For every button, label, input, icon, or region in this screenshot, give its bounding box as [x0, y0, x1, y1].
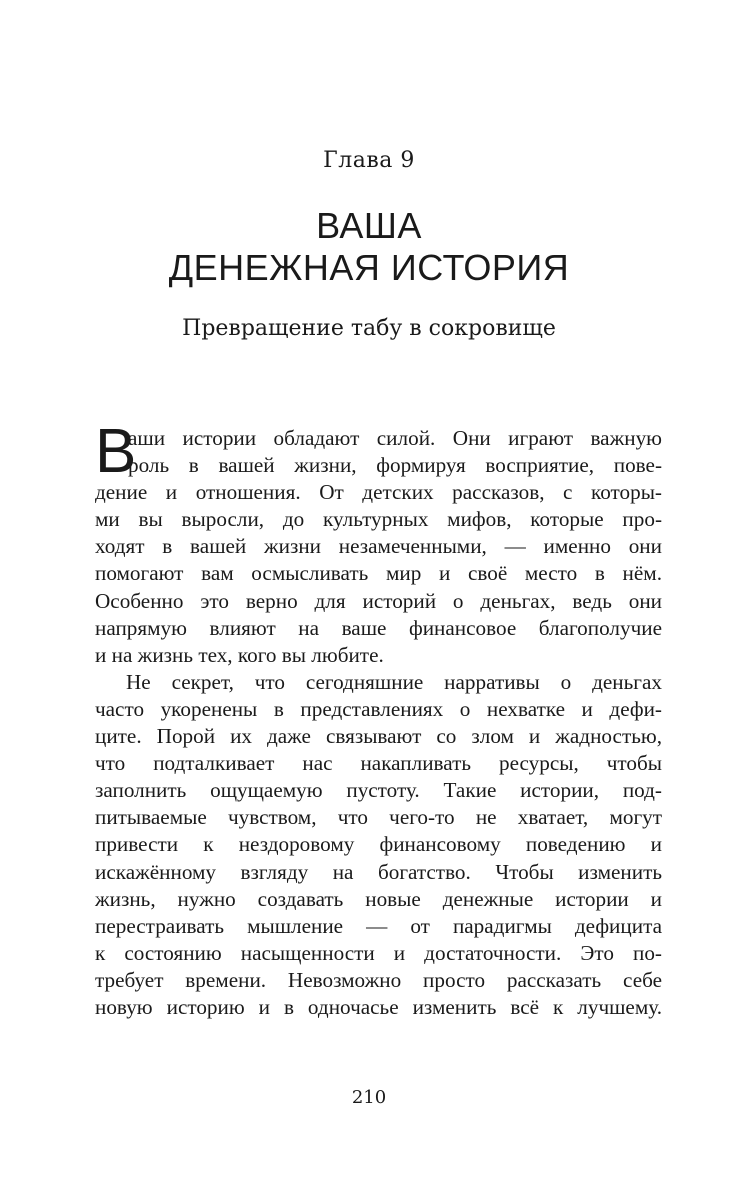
paragraph-line: Не секрет, что сегодняшние нарративы о деньгах — [126, 669, 662, 694]
paragraph-line: часто укоренены в представлениях о нехватке и дефи- — [95, 696, 662, 721]
chapter-title-line-2: ДЕНЕЖНАЯ ИСТОРИЯ — [168, 247, 570, 288]
paragraph-line: Особенно это верно для историй о деньгах, ведь они — [95, 588, 662, 613]
paragraph-line: привести к нездоровому финансовому поведению и — [95, 832, 662, 857]
paragraph-line: питываемые чувством, что чего-то не хватает, могут — [95, 805, 662, 830]
paragraph-line: ходят в вашей жизни незамеченными, — именно они — [95, 534, 662, 559]
paragraph-line: перестраивать мышление — от парадигмы дефицита — [95, 913, 662, 938]
paragraph-2 — [95, 669, 662, 1021]
paragraph-line: что подталкивает нас накапливать ресурсы, чтобы — [95, 751, 662, 776]
chapter-title — [0, 205, 738, 289]
chapter-title-line-1: ВАША — [316, 205, 422, 246]
paragraph-line: роль в вашей жизни, формируя восприятие, пове- — [128, 453, 662, 478]
paragraph-line: ми вы выросли, до культурных мифов, которые про- — [95, 507, 662, 532]
paragraph-line: требует времени. Невозможно просто рассказать себе — [95, 967, 662, 992]
paragraph-line: помогают вам осмысливать мир и своё место в нём. — [95, 561, 662, 586]
body-text — [95, 417, 662, 1021]
chapter-subtitle: Превращение табу в сокровище — [182, 316, 556, 341]
paragraph-line: к состоянию насыщенности и достаточности. Это по- — [95, 940, 662, 965]
paragraph-1 — [95, 417, 662, 669]
paragraph-line: дение и отношения. От детских рассказов, с которы- — [95, 480, 662, 505]
page-number: 210 — [351, 1087, 387, 1108]
paragraph-line: жизнь, нужно создавать новые денежные истории и — [95, 886, 662, 911]
paragraph-line: искажённому взгляду на богатство. Чтобы изменить — [95, 859, 662, 884]
chapter-label: Глава 9 — [323, 148, 415, 173]
paragraph-line: новую историю и в одночасье изменить всё к лучшему. — [95, 994, 662, 1019]
drop-cap: В — [95, 417, 137, 486]
paragraph-line: и на жизнь тех, кого вы любите. — [95, 642, 384, 667]
paragraph-line: заполнить ощущаемую пустоту. Такие истории, под- — [95, 778, 662, 803]
paragraph-line: напрямую влияют на ваше финансовое благополучие — [95, 615, 662, 640]
paragraph-line: ците. Порой их даже связывают со злом и жадностью, — [95, 724, 662, 749]
paragraph-line: аши истории обладают силой. Они играют важную — [128, 426, 662, 450]
